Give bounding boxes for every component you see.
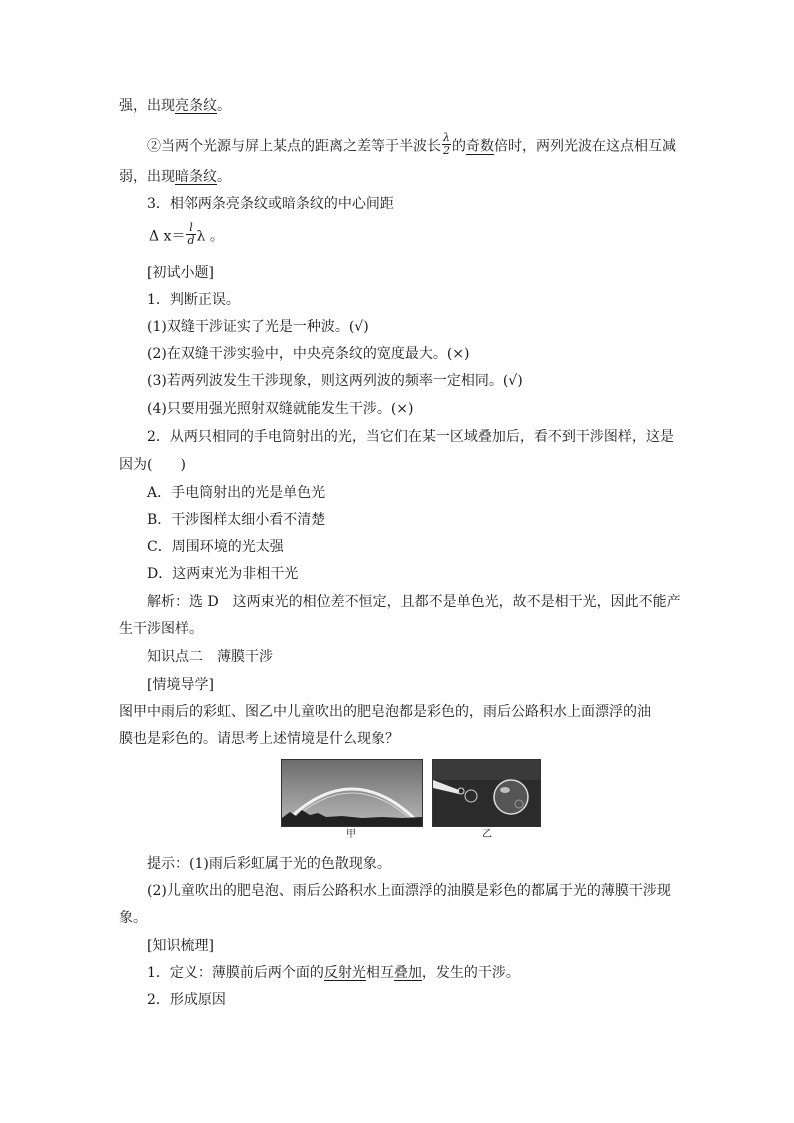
- text: 。: [217, 98, 231, 114]
- hint-2-continued: 象。: [119, 910, 147, 926]
- rainbow-illustration: [282, 760, 422, 826]
- text: 弱，出现: [119, 169, 175, 185]
- text: 强，出现: [119, 98, 175, 114]
- text: 倍时，两列光波在这点相互减: [494, 138, 676, 155]
- judgement-item-3: (3)若两列波发生干涉现象，则这两列波的频率一定相同。(√): [147, 373, 523, 389]
- fraction-denominator: d: [187, 234, 195, 247]
- fraction-denominator: 2: [443, 144, 450, 157]
- fraction-numerator: λ: [443, 131, 450, 144]
- question-2-stem-continued: 因为( ): [119, 457, 186, 473]
- option-b: B．干涉图样太细小看不清楚: [147, 512, 326, 528]
- hint-2: (2)儿童吹出的肥皂泡、雨后公路积水上面漂浮的油膜是彩色的都属于光的薄膜干涉现: [147, 883, 671, 899]
- analysis-continued: 生干涉图样。: [119, 621, 203, 637]
- formation-cause-heading: 2．形成原因: [147, 992, 226, 1008]
- underlined-answer: 叠加: [393, 965, 422, 981]
- paragraph-dark-fringe: [119, 168, 231, 186]
- context-paragraph-continued: 膜也是彩色的。请思考上述情境是什么现象？: [119, 731, 399, 747]
- paragraph-continued: [119, 97, 231, 115]
- fraction-numerator: l: [186, 222, 195, 235]
- section-label-knowledge: [知识梳理]: [147, 938, 214, 954]
- text: 相互: [365, 965, 394, 981]
- judgement-item-2: (2)在双缝干涉实验中，中央亮条纹的宽度最大。(×): [147, 346, 470, 362]
- definition-thin-film: [147, 964, 520, 982]
- option-c: C．周围环境的光太强: [147, 539, 284, 555]
- option-d: D．这两束光为非相干光: [147, 566, 299, 582]
- question-1-heading: 1．判断正误。: [147, 292, 240, 308]
- formula-rhs: λ 。: [196, 228, 224, 245]
- fraction-l-over-d: [186, 222, 195, 247]
- text: 1．定义：薄膜前后两个面的: [147, 965, 324, 981]
- caption-b: 乙: [482, 829, 492, 840]
- caption-a: 甲: [346, 829, 356, 840]
- underlined-answer: 暗条纹: [175, 169, 217, 185]
- knowledge-point-heading: 知识点二 薄膜干涉: [147, 649, 273, 665]
- underlined-answer: 奇数: [466, 138, 494, 155]
- option-a: A．手电筒射出的光是单色光: [147, 485, 326, 501]
- judgement-item-4: (4)只要用强光照射双缝就能发生干涉。(×): [147, 401, 414, 417]
- fraction-lambda-over-2: [442, 132, 451, 157]
- soap-bubble-illustration: [433, 760, 540, 826]
- text: 。: [217, 169, 231, 185]
- formula-fringe-spacing: [149, 221, 224, 249]
- underlined-answer: 亮条纹: [175, 98, 217, 114]
- underlined-answer: 反射光: [323, 965, 366, 981]
- context-paragraph: 图甲中雨后的彩虹、图乙中儿童吹出的肥皂泡都是彩色的，雨后公路积水上面漂浮的油: [119, 704, 651, 720]
- section-label-practice: [初试小题]: [147, 265, 214, 281]
- text: ②当两个光源与屏上某点的距离之差等于半波长: [147, 138, 441, 155]
- soap-bubble-photo: [432, 759, 541, 827]
- hint-1: 提示：(1)雨后彩虹属于光的色散现象。: [147, 856, 391, 872]
- question-2-stem: 2．从两只相同的手电筒射出的光，当它们在某一区域叠加后，看不到干涉图样，这是: [147, 429, 674, 445]
- formula-lhs: Δ x＝: [149, 228, 186, 245]
- rainbow-photo: [281, 759, 423, 827]
- analysis: 解析：选 D 这两束光的相位差不恒定，且都不是单色光，故不是相干光，因此不能产: [147, 594, 681, 610]
- text: 的: [452, 138, 466, 155]
- section-label-context: [情境导学]: [147, 677, 214, 693]
- judgement-item-1: (1)双缝干涉证实了光是一种波。(√): [147, 319, 369, 335]
- heading-fringe-spacing: 3．相邻两条亮条纹或暗条纹的中心间距: [147, 196, 394, 212]
- text: ，发生的干涉。: [421, 965, 520, 981]
- paragraph-half-wavelength: [147, 131, 676, 159]
